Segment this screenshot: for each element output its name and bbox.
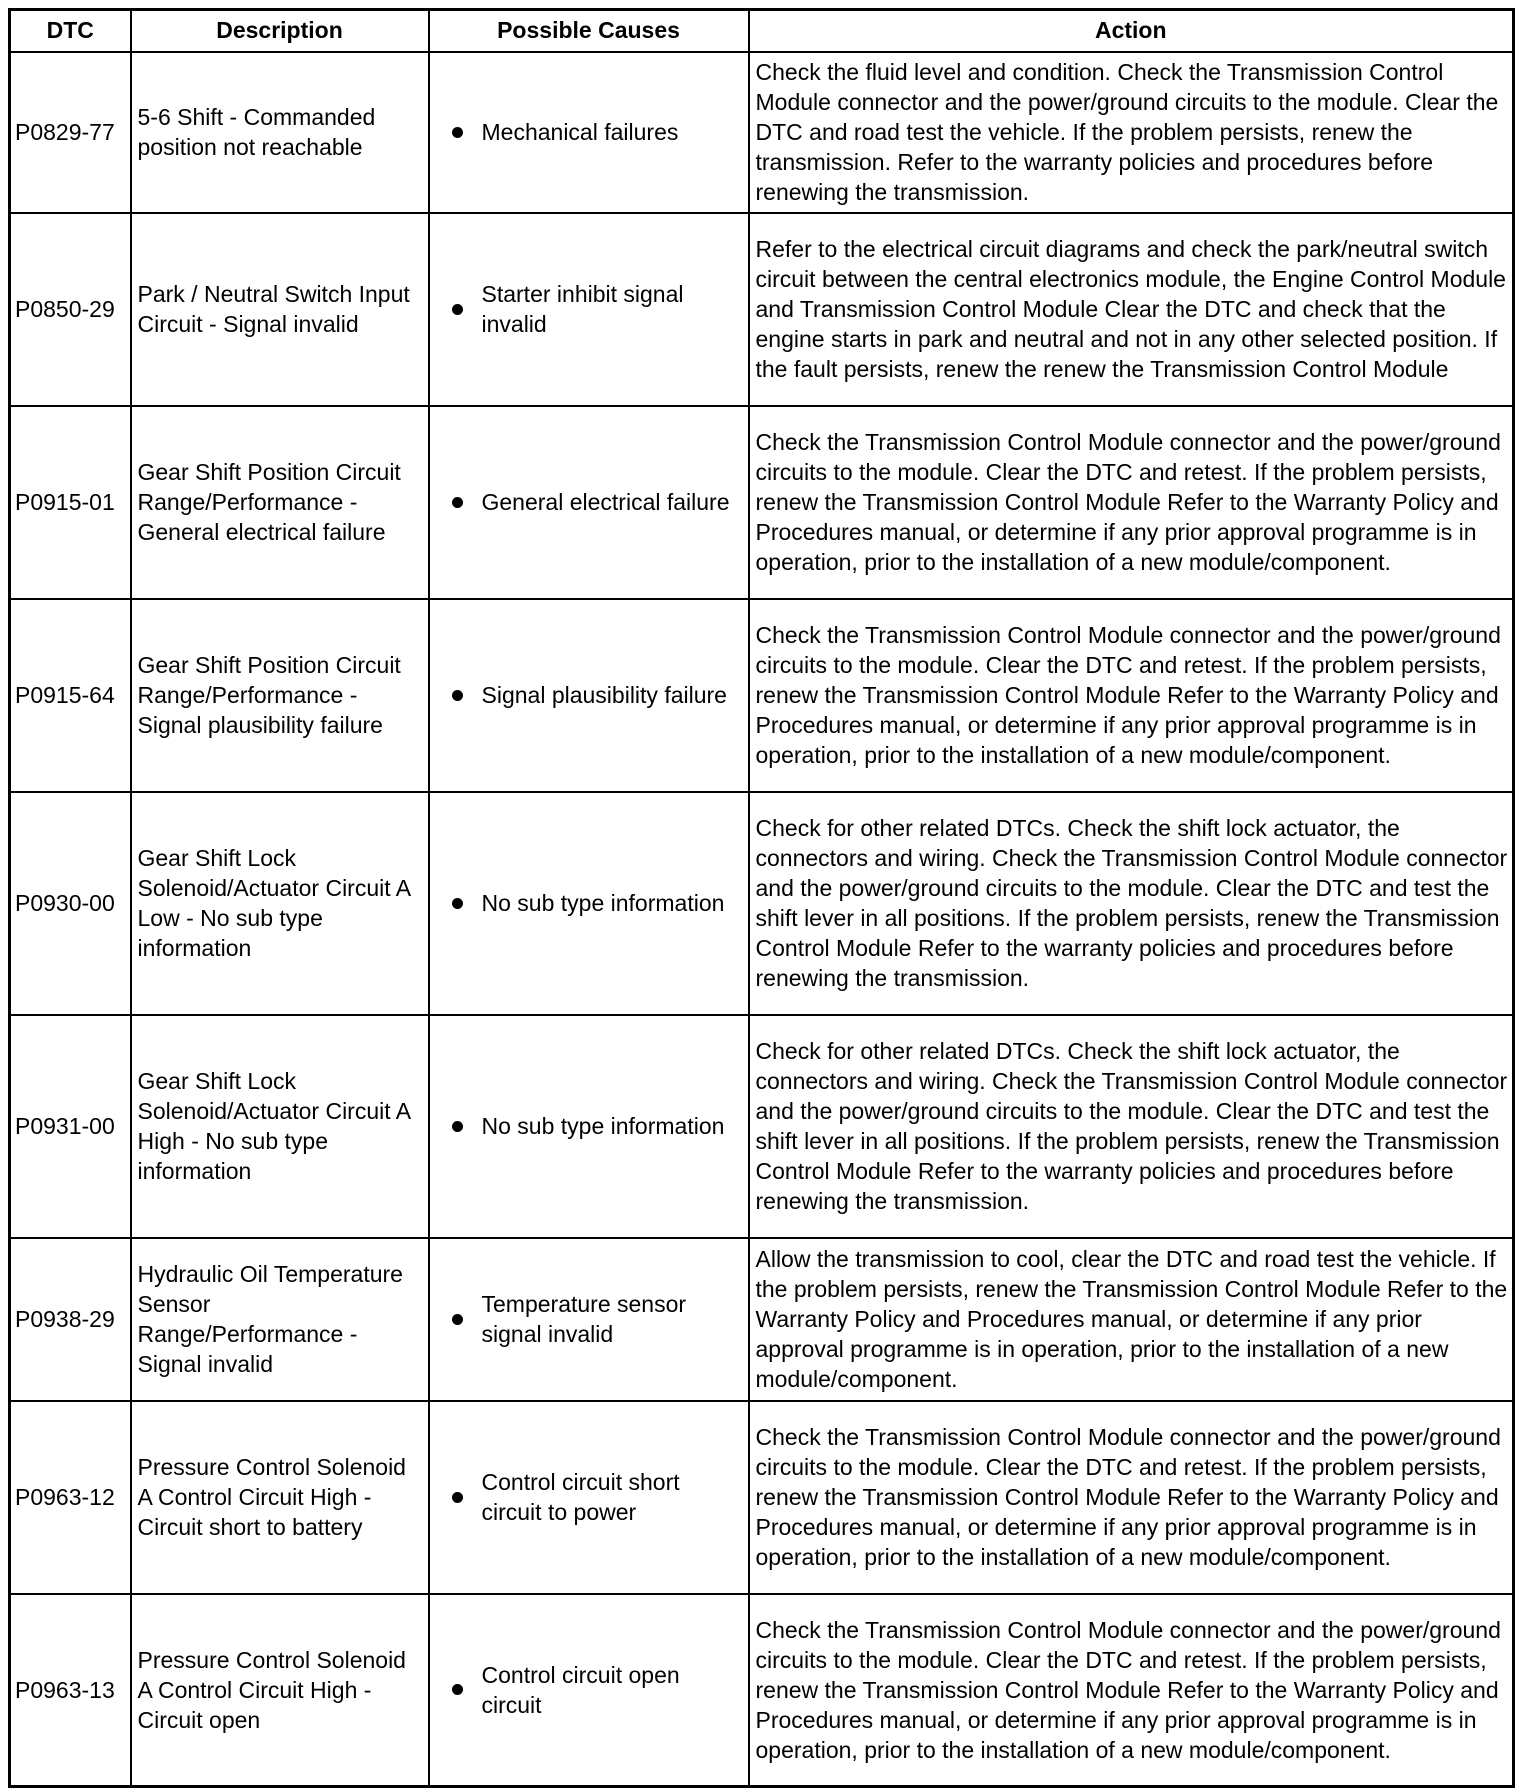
header-action: Action — [749, 10, 1514, 52]
action-text: Check for other related DTCs. Check the shift lock actuator, the connectors and wiring. Check the Transmission Control Module connector and the power/ground circuits to the module. Clear the DTC and test the shift lever in all positions. If the problem persists, renew the Transmission Control Module Refer to the warranty policies and procedures before renewing the transmission. — [749, 1015, 1514, 1238]
header-dtc: DTC — [10, 10, 131, 52]
dtc-description: 5-6 Shift - Commanded position not reachable — [131, 52, 429, 213]
header-row — [10, 10, 1514, 52]
dtc-description: Gear Shift Position Circuit Range/Performance - General electrical failure — [131, 406, 429, 599]
dtc-description: Pressure Control Solenoid A Control Circuit High - Circuit open — [131, 1594, 429, 1787]
cause-text: General electrical failure — [481, 489, 730, 515]
bullet-icon — [452, 304, 463, 315]
dtc-code: P0850-29 — [10, 213, 131, 406]
table-row — [10, 1015, 1514, 1238]
dtc-code: P0829-77 — [10, 52, 131, 213]
cause-text: Signal plausibility failure — [481, 682, 727, 708]
possible-cause — [429, 406, 749, 599]
dtc-description: Gear Shift Lock Solenoid/Actuator Circuit A High - No sub type information — [131, 1015, 429, 1238]
dtc-code: P0963-13 — [10, 1594, 131, 1787]
dtc-code: P0938-29 — [10, 1238, 131, 1401]
action-text: Check the fluid level and condition. Check the Transmission Control Module connector and the power/ground circuits to the module. Clear the DTC and road test the vehicle. If the problem persists, renew the transmission. Refer to the warranty policies and procedures before renewing the transmission. — [749, 52, 1514, 213]
cause-text: No sub type information — [481, 1113, 725, 1139]
header-possible-causes: Possible Causes — [429, 10, 749, 52]
dtc-table — [8, 8, 1515, 1788]
possible-cause — [429, 52, 749, 213]
dtc-code: P0915-01 — [10, 406, 131, 599]
bullet-icon — [452, 497, 463, 508]
bullet-icon — [452, 1314, 463, 1325]
possible-cause — [429, 1594, 749, 1787]
dtc-code: P0930-00 — [10, 792, 131, 1015]
bullet-icon — [452, 898, 463, 909]
cause-text: Control circuit short circuit to power — [481, 1469, 680, 1525]
cause-text: Mechanical failures — [481, 119, 679, 145]
possible-cause — [429, 1238, 749, 1401]
possible-cause — [429, 1401, 749, 1594]
table-row — [10, 792, 1514, 1015]
cause-text: Temperature sensor signal invalid — [481, 1291, 687, 1347]
dtc-code: P0963-12 — [10, 1401, 131, 1594]
action-text: Allow the transmission to cool, clear the DTC and road test the vehicle. If the problem persists, renew the Transmission Control Module Refer to the Warranty Policy and Procedures manual, or determine if any prior approval programme is in operation, prior to the installation of a new module/component. — [749, 1238, 1514, 1401]
action-text: Check the Transmission Control Module connector and the power/ground circuits to the module. Clear the DTC and retest. If the problem persists, renew the Transmission Control Module Refer to the Warranty Policy and Procedures manual, or determine if any prior approval programme is in operation, prior to the installation of a new module/component. — [749, 1594, 1514, 1787]
dtc-description: Gear Shift Lock Solenoid/Actuator Circuit A Low - No sub type information — [131, 792, 429, 1015]
cause-text: Control circuit open circuit — [481, 1661, 680, 1718]
cause-text: Starter inhibit signal invalid — [481, 281, 684, 337]
possible-cause — [429, 1015, 749, 1238]
cause-text: No sub type information — [481, 890, 725, 916]
table-row — [10, 599, 1514, 792]
bullet-icon — [452, 1684, 463, 1695]
header-description: Description — [131, 10, 429, 52]
bullet-icon — [452, 1492, 463, 1503]
action-text: Refer to the electrical circuit diagrams and check the park/neutral switch circuit between the central electronics module, the Engine Control Module and Transmission Control Module Clear the DTC and check that the engine starts in park and neutral and not in any other selected position. If the fault persists, renew the renew the Transmission Control Module — [749, 213, 1514, 406]
table-row — [10, 1238, 1514, 1401]
possible-cause — [429, 213, 749, 406]
dtc-code: P0915-64 — [10, 599, 131, 792]
dtc-description: Pressure Control Solenoid A Control Circuit High - Circuit short to battery — [131, 1401, 429, 1594]
possible-cause — [429, 599, 749, 792]
table-row — [10, 213, 1514, 406]
dtc-description: Gear Shift Position Circuit Range/Performance - Signal plausibility failure — [131, 599, 429, 792]
dtc-description: Hydraulic Oil Temperature Sensor Range/Performance - Signal invalid — [131, 1238, 429, 1401]
bullet-icon — [452, 690, 463, 701]
possible-cause — [429, 792, 749, 1015]
action-text: Check the Transmission Control Module connector and the power/ground circuits to the module. Clear the DTC and retest. If the problem persists, renew the Transmission Control Module Refer to the Warranty Policy and Procedures manual, or determine if any prior approval programme is in operation, prior to the installation of a new module/component. — [749, 406, 1514, 599]
table-row — [10, 1401, 1514, 1594]
action-text: Check the Transmission Control Module connector and the power/ground circuits to the module. Clear the DTC and retest. If the problem persists, renew the Transmission Control Module Refer to the Warranty Policy and Procedures manual, or determine if any prior approval programme is in operation, prior to the installation of a new module/component. — [749, 599, 1514, 792]
table-row — [10, 52, 1514, 213]
bullet-icon — [452, 1121, 463, 1132]
dtc-code: P0931-00 — [10, 1015, 131, 1238]
table-row — [10, 406, 1514, 599]
action-text: Check the Transmission Control Module connector and the power/ground circuits to the module. Clear the DTC and retest. If the problem persists, renew the Transmission Control Module Refer to the Warranty Policy and Procedures manual, or determine if any prior approval programme is in operation, prior to the installation of a new module/component. — [749, 1401, 1514, 1594]
table-row — [10, 1594, 1514, 1787]
dtc-description: Park / Neutral Switch Input Circuit - Signal invalid — [131, 213, 429, 406]
bullet-icon — [452, 127, 463, 138]
action-text: Check for other related DTCs. Check the shift lock actuator, the connectors and wiring. Check the Transmission Control Module connector and the power/ground circuits to the module. Clear the DTC and test the shift lever in all positions. If the problem persists, renew the Transmission Control Module Refer to the warranty policies and procedures before renewing the transmission. — [749, 792, 1514, 1015]
